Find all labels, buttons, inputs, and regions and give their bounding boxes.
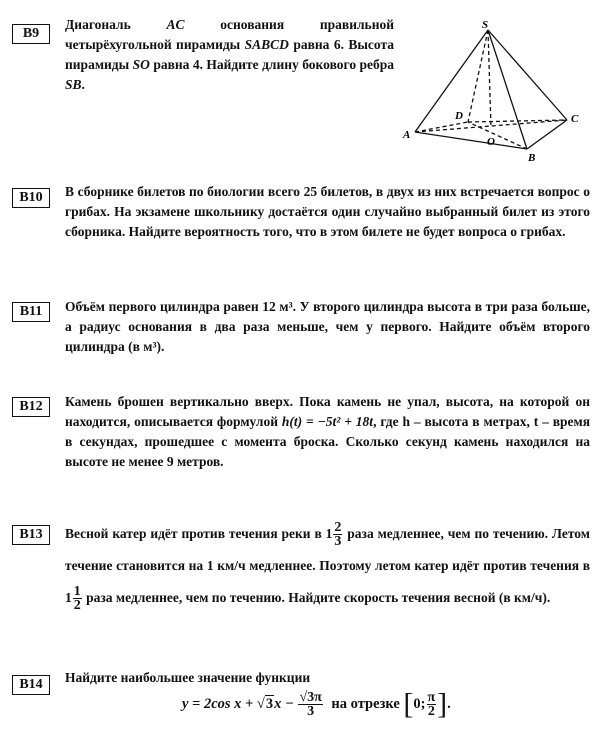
formula-height: h(t) = −5t² + 18t <box>281 414 374 429</box>
task-label: B10 <box>12 188 50 208</box>
task-label: B12 <box>12 397 50 417</box>
vertex-a: A <box>403 129 411 141</box>
task-b9 <box>0 0 604 170</box>
height-so <box>488 30 491 128</box>
task-label: B13 <box>12 525 50 545</box>
point-o: O <box>487 136 495 148</box>
edge-ab <box>415 132 527 149</box>
task-b10 <box>0 180 604 270</box>
pyramid-figure <box>395 18 595 163</box>
vertex-s: S <box>482 19 489 31</box>
function-formula: y = 2cos x + √3x − $\frac{√3\pi}{3}$ на отрезке [0; $\frac{\pi}{2}$ ]. <box>182 687 451 721</box>
task-b14 <box>0 667 604 739</box>
task-b11 <box>0 296 604 366</box>
edge-bc <box>527 120 567 149</box>
task-label: B14 <box>12 675 50 695</box>
task-text: В сборнике билетов по биологии всего 25 билетов, в двух из них встречается вопрос о грибах. На экзамене школьнику достаётся один случайно выбранный билет из этого сборника. Найдите вероятность того, что в этом билете не будет вопроса о грибах. <box>65 184 590 239</box>
task-text: Камень брошен вертикально вверх. Пока камень не упал, высота, на которой он находится, описывается формулой h(t) = −5t² + 18t, где h – высота в метрах, t – время в секундах, прошедшее с момента броска. Сколько секунд камень находился на высоте не менее 9 метров. <box>65 394 591 469</box>
task-label: B9 <box>12 24 50 44</box>
task-label: B11 <box>12 302 50 322</box>
fraction-one-half: $\frac{1}{2}$ <box>73 584 81 614</box>
task-text: Объём первого цилиндра равен 12 м³. У второго цилиндра высота в три раза больше, а радиус основания в два раза меньше, чем у первого. Найдите объём второго цилиндра (в м³). <box>65 299 590 354</box>
vertex-d: D <box>455 110 463 122</box>
vertex-b: B <box>528 152 536 163</box>
vertex-c: C <box>571 113 579 125</box>
task-text: Найдите наибольшее значение функции <box>65 670 311 685</box>
edge-sc <box>488 30 567 120</box>
task-b13 <box>0 515 604 645</box>
edge-sb <box>488 30 527 149</box>
task-b12 <box>0 391 604 491</box>
edge-ad <box>415 122 468 132</box>
fraction-two-thirds: $\frac{2}{3}$ <box>334 520 342 550</box>
task-text: Весной катер идёт против течения реки в 1 $\frac{2}{3}$ раза медленнее, чем по течению. Летом течение становится на 1 км/ч медленнее. Поэтому летом катер идёт против течения в 1 $\frac{1}{2}$ раза медленнее, чем по течению. Найдите скорость течения весной (в км/ч). <box>65 520 590 614</box>
task-text: Диагональ AC основания правильной четырёхугольной пирамиды SABCD равна 6. Высота пирамиды SO равна 4. Найдите длину бокового ребра SB. <box>65 17 395 92</box>
